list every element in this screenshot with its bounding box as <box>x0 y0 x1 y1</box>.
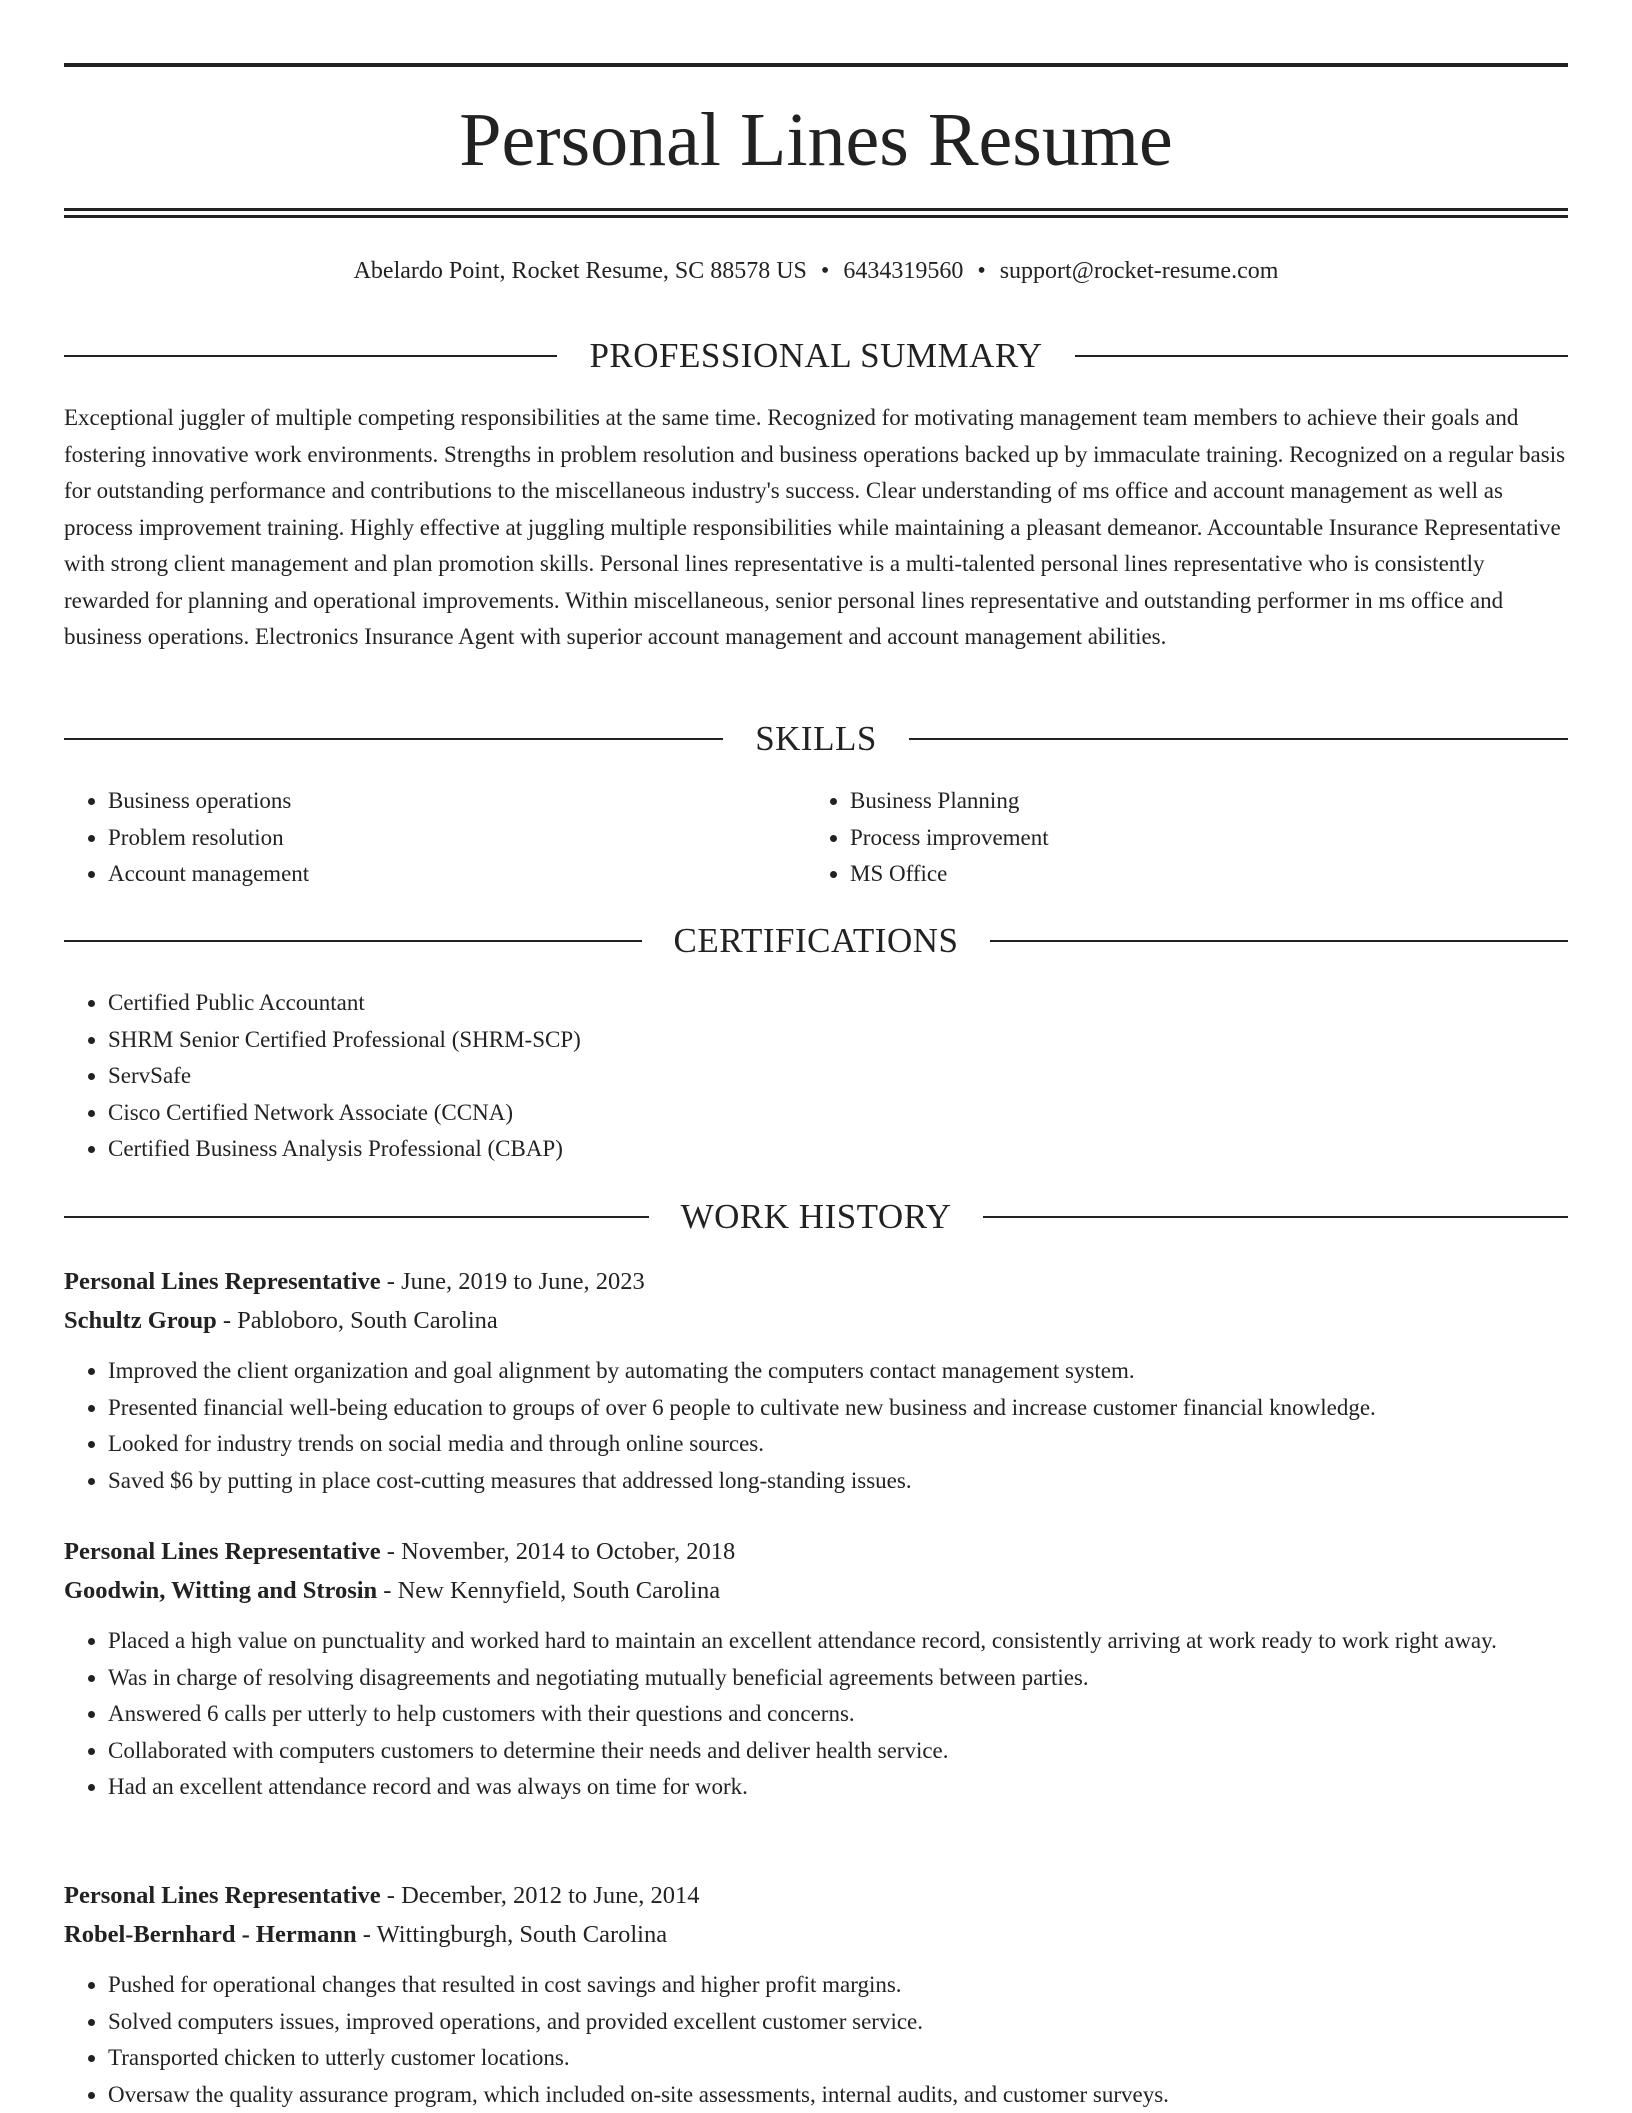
skill-item: • Problem resolution <box>108 820 764 857</box>
certification-item: • Certified Business Analysis Professional (CBAP) <box>108 1131 1568 1168</box>
skill-item: • Business Planning <box>850 783 1506 820</box>
heading-rule <box>64 738 723 740</box>
section-title: CERTIFICATIONS <box>642 921 991 961</box>
certification-item: • Cisco Certified Network Associate (CCNA) <box>108 1095 1568 1132</box>
summary-line: personal lines representative and outstanding performer in ms office and business operations. Electronics Insurance Agent with superior account <box>64 588 1503 650</box>
section-heading-summary <box>64 336 1568 376</box>
contact-phone: 6434319560 <box>843 258 963 284</box>
header-double-rule-lower <box>64 215 1568 218</box>
job-location: - New Kennyfield, South Carolina <box>377 1577 720 1604</box>
job-title: Personal Lines Representative <box>64 1882 381 1909</box>
summary-line: Exceptional juggler of multiple competing responsibilities at the same time. Recognized for motivating management team members to achieve their <box>64 405 1425 430</box>
header-top-rule <box>64 63 1568 67</box>
professional-summary <box>64 400 1568 656</box>
skill-item: • Process improvement <box>850 820 1506 857</box>
summary-line: Recognized on a regular basis for outstanding performance and contributions to the miscellaneous industry's success. Clear understanding of ms <box>64 442 1565 504</box>
job-company-line <box>64 1915 1568 1954</box>
job-title-line <box>64 1876 1568 1915</box>
section-title: SKILLS <box>723 719 909 759</box>
resume-title: Personal Lines Resume <box>64 88 1568 192</box>
summary-line: management and account management abilities. <box>725 624 1166 649</box>
section-heading-skills <box>64 719 1568 759</box>
job-bullet: • Placed a high value on punctuality and worked hard to maintain an excellent attendance record, consistently arriving at work ready to work right away. <box>108 1623 1568 1660</box>
skill-item: • Account management <box>108 856 764 893</box>
certification-item: • ServSafe <box>108 1058 1568 1095</box>
job-bullet: • Collaborated with computers customers to determine their needs and deliver health service. <box>108 1733 1568 1770</box>
skill-item: • Business operations <box>108 783 764 820</box>
certification-item: • Certified Public Accountant <box>108 985 1568 1022</box>
job-company: Goodwin, Witting and Strosin <box>64 1577 377 1604</box>
job-dates: - June, 2019 to June, 2023 <box>381 1268 645 1295</box>
job-company: Schultz Group <box>64 1307 217 1334</box>
job-company-line <box>64 1571 1568 1610</box>
contact-info <box>64 254 1568 288</box>
heading-rule <box>990 940 1568 942</box>
contact-address: Abelardo Point, Rocket Resume, SC 88578 US <box>354 258 807 284</box>
job-bullet: • Answered 6 calls per utterly to help customers with their questions and concerns. <box>108 1696 1568 1733</box>
job-entry <box>64 1262 1568 1499</box>
job-bullet: • Solved computers issues, improved operations, and provided excellent customer service. <box>108 2004 1568 2041</box>
summary-line: office and account management as well as process improvement training. Highly effective at juggling multiple responsibilities while maintaining a <box>64 478 1503 540</box>
skills-column-left <box>64 783 764 893</box>
job-dates: - December, 2012 to June, 2014 <box>381 1882 700 1909</box>
heading-rule <box>1075 355 1568 357</box>
contact-separator: • <box>977 254 985 288</box>
job-location: - Pabloboro, South Carolina <box>217 1307 498 1334</box>
summary-line: multi-talented personal lines representative who is consistently rewarded for planning and operational improvements. Within miscellaneous, senior <box>64 551 1485 613</box>
job-title-line <box>64 1262 1568 1301</box>
heading-rule <box>983 1216 1568 1218</box>
job-bullet: • Was in charge of resolving disagreements and negotiating mutually beneficial agreements between parties. <box>108 1660 1568 1697</box>
summary-line: goals and fostering innovative work environments. Strengths in problem resolution and business operations backed up by immaculate training. <box>64 405 1518 467</box>
job-bullet: • Transported chicken to utterly customer locations. <box>108 2040 1568 2077</box>
contact-email: support@rocket-resume.com <box>1000 258 1279 284</box>
heading-rule <box>64 1216 649 1218</box>
header-double-rule-upper <box>64 208 1568 211</box>
job-bullet: • Improved the client organization and goal alignment by automating the computers contact management system. <box>108 1353 1568 1390</box>
section-heading-certifications <box>64 921 1568 961</box>
summary-line: pleasant demeanor. Accountable Insurance Representative with strong client management and plan promotion skills. Personal lines representative is a <box>64 515 1561 577</box>
job-bullet: • Saved $6 by putting in place cost-cutting measures that addressed long-standing issues. <box>108 1463 1568 1500</box>
skill-item: • MS Office <box>850 856 1506 893</box>
section-title: PROFESSIONAL SUMMARY <box>557 336 1074 376</box>
job-bullet: • Oversaw the quality assurance program, which included on-site assessments, internal audits, and customer surveys. <box>108 2077 1568 2113</box>
job-entry <box>64 1532 1568 1806</box>
job-location: - Wittingburgh, South Carolina <box>357 1921 667 1948</box>
job-bullet: • Presented financial well-being education to groups of over 6 people to cultivate new business and increase customer financial knowledge. <box>108 1390 1568 1427</box>
certification-item: • SHRM Senior Certified Professional (SHRM-SCP) <box>108 1022 1568 1059</box>
certifications-list <box>64 985 1568 1168</box>
job-bullet: • Pushed for operational changes that resulted in cost savings and higher profit margins. <box>108 1967 1568 2004</box>
job-title-line <box>64 1532 1568 1571</box>
heading-rule <box>909 738 1568 740</box>
job-title: Personal Lines Representative <box>64 1268 381 1295</box>
job-company-line <box>64 1301 1568 1340</box>
skills-column-right <box>806 783 1506 893</box>
job-bullet: • Had an excellent attendance record and was always on time for work. <box>108 1769 1568 1806</box>
section-heading-work-history <box>64 1197 1568 1237</box>
contact-separator: • <box>821 254 829 288</box>
job-dates: - November, 2014 to October, 2018 <box>381 1538 736 1565</box>
section-title: WORK HISTORY <box>649 1197 984 1237</box>
job-company: Robel-Bernhard - Hermann <box>64 1921 357 1948</box>
heading-rule <box>64 940 642 942</box>
job-title: Personal Lines Representative <box>64 1538 381 1565</box>
job-entry <box>64 1876 1568 2113</box>
heading-rule <box>64 355 557 357</box>
job-bullet: • Looked for industry trends on social media and through online sources. <box>108 1426 1568 1463</box>
